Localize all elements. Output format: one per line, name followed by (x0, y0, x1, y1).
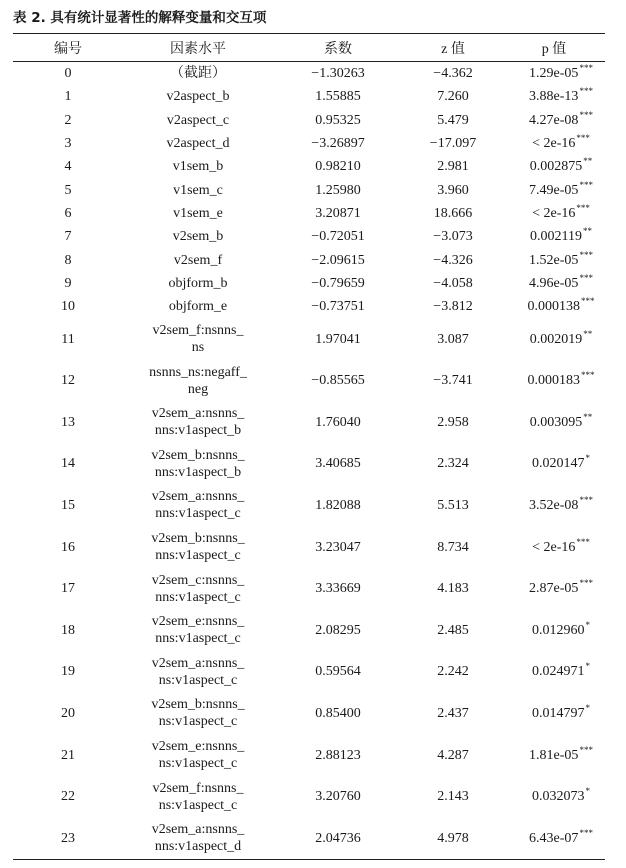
table-row (13, 401, 605, 443)
factor-line: v2sem_a:nsnns_ (151, 489, 245, 505)
p-value: 0.012960 (532, 622, 585, 638)
p-value-wrap (518, 663, 590, 680)
significance-stars: *** (576, 202, 590, 213)
table-row (13, 85, 605, 108)
factor-line: ns (191, 340, 205, 356)
cell-p (503, 443, 605, 485)
p-value: 0.003095 (529, 414, 583, 430)
factor-line: neg (187, 381, 209, 397)
cell-id: 0 (64, 66, 72, 82)
table-row (13, 295, 605, 318)
cell-id: 18 (61, 622, 75, 638)
cell-coef: −2.09615 (311, 252, 365, 268)
header-p: p 值 (503, 34, 605, 62)
p-value-wrap (516, 328, 593, 348)
factor-line: v2sem_f (173, 252, 223, 268)
p-value: 0.002019 (529, 331, 583, 347)
cell-id: 7 (64, 229, 72, 245)
cell-factor (123, 526, 273, 568)
cell-z: 2.324 (437, 456, 469, 472)
significance-stars: *** (579, 109, 593, 120)
factor-line: v1sem_b (172, 159, 224, 175)
p-value-wrap (515, 744, 593, 764)
factor-line: v2sem_a:nsnns_ (151, 655, 245, 671)
significance-stars: *** (579, 249, 593, 260)
cell-p (503, 318, 605, 360)
p-value: 0.024971 (532, 664, 585, 680)
header-row (13, 34, 605, 62)
cell-factor (123, 693, 273, 735)
cell-z: −3.812 (433, 299, 473, 315)
table-row (13, 568, 605, 610)
table-row (13, 443, 605, 485)
table-row (13, 609, 605, 651)
cell-z: 4.287 (437, 747, 469, 763)
p-value: 0.000138 (527, 299, 580, 315)
table-row (13, 817, 605, 859)
p-value-wrap (518, 788, 590, 805)
factor-line: （截距） (170, 66, 226, 82)
cell-factor (123, 401, 273, 443)
cell-factor (123, 132, 273, 155)
cell-factor (123, 155, 273, 178)
p-value-wrap (515, 827, 593, 847)
factor-line: v2sem_f:nsnns_ (152, 323, 244, 339)
p-value-wrap (515, 109, 593, 129)
table-row (13, 225, 605, 248)
cell-coef: 1.82088 (315, 497, 361, 513)
cell-p (503, 693, 605, 735)
significance-stars: * (585, 619, 590, 630)
p-value-wrap (515, 249, 593, 269)
p-value-wrap (518, 202, 590, 222)
cell-factor (123, 568, 273, 610)
cell-id: 8 (64, 252, 72, 268)
cell-p (503, 155, 605, 178)
cell-factor (123, 443, 273, 485)
cell-coef: 2.08295 (315, 622, 361, 638)
cell-z: −17.097 (429, 136, 477, 152)
cell-factor (123, 85, 273, 108)
p-value: 3.52e-08 (529, 497, 579, 513)
factor-line: ns:v1aspect_c (158, 714, 238, 730)
table-row (13, 526, 605, 568)
significance-stars: *** (579, 494, 593, 505)
p-value: < 2e-16 (532, 539, 576, 555)
cell-factor (123, 776, 273, 818)
p-value: 1.52e-05 (529, 252, 579, 268)
cell-factor (123, 651, 273, 693)
cell-coef: 0.95325 (315, 112, 361, 128)
cell-coef: 1.55885 (315, 89, 361, 105)
table-row (13, 178, 605, 201)
p-value-wrap (514, 372, 595, 389)
significance-stars: *** (579, 179, 593, 190)
factor-line: nns:v1aspect_b (154, 464, 242, 480)
cell-p (503, 202, 605, 225)
cell-id: 14 (61, 456, 75, 472)
cell-coef: 3.20871 (315, 205, 361, 221)
factor-line: nns:v1aspect_c (155, 506, 241, 522)
cell-coef: 0.98210 (315, 159, 361, 175)
significance-stars: *** (576, 536, 590, 547)
p-value-wrap (518, 619, 590, 639)
cell-z: 2.958 (437, 414, 469, 430)
cell-id: 19 (61, 664, 75, 680)
cell-factor (123, 485, 273, 527)
cell-id: 11 (61, 331, 75, 347)
cell-coef: −0.73751 (311, 299, 365, 315)
cell-coef: −0.72051 (311, 229, 365, 245)
factor-line: v2sem_e:nsnns_ (151, 739, 245, 754)
cell-factor (123, 272, 273, 295)
p-value: 4.27e-08 (529, 112, 579, 128)
p-value: 0.000183 (527, 373, 580, 389)
cell-p (503, 485, 605, 527)
cell-z: 5.513 (437, 497, 469, 513)
cell-id: 21 (61, 747, 75, 763)
cell-factor (123, 225, 273, 248)
significance-stars: * (585, 702, 590, 713)
factor-line: ns:v1aspect_c (158, 797, 238, 813)
table-row (13, 651, 605, 693)
cell-id: 3 (64, 136, 72, 152)
p-value-wrap (518, 135, 590, 152)
cell-z: 4.183 (437, 581, 469, 597)
factor-line: ns:v1aspect_c (158, 756, 238, 771)
factor-line: v2sem_b:nsnns_ (151, 697, 245, 713)
table-header (13, 34, 605, 62)
cell-id: 22 (61, 789, 75, 805)
cell-factor (123, 178, 273, 201)
p-value: 1.81e-05 (529, 747, 579, 763)
cell-id: 10 (61, 299, 75, 315)
results-table (13, 33, 605, 860)
factor-line: nns:v1aspect_c (155, 631, 241, 647)
cell-z: 2.437 (437, 705, 469, 721)
p-value-wrap (515, 580, 593, 597)
cell-factor (123, 609, 273, 651)
factor-line: nns:v1aspect_c (155, 548, 241, 564)
table-body (13, 62, 605, 860)
cell-z: 3.087 (437, 331, 469, 347)
table-row (13, 109, 605, 132)
factor-line: v2aspect_c (166, 112, 230, 128)
p-value: 3.88e-13 (529, 89, 579, 105)
cell-z: 5.479 (437, 112, 469, 128)
p-value: 1.29e-05 (529, 66, 579, 82)
significance-stars: *** (581, 370, 595, 381)
cell-coef: 1.25980 (315, 182, 361, 198)
factor-line: v2sem_b (172, 229, 224, 245)
factor-line: v2sem_c:nsnns_ (151, 572, 245, 588)
p-value-wrap (515, 179, 593, 199)
significance-stars: *** (579, 744, 593, 755)
cell-z: 8.734 (437, 539, 469, 555)
table-row (13, 62, 605, 86)
cell-p (503, 568, 605, 610)
p-value-wrap (515, 65, 593, 82)
cell-coef: 3.33669 (315, 581, 361, 597)
cell-id: 15 (61, 497, 75, 513)
p-value-wrap (516, 411, 593, 431)
cell-p (503, 132, 605, 155)
table-row (13, 132, 605, 155)
cell-factor (123, 295, 273, 318)
significance-stars: *** (579, 827, 593, 838)
cell-coef: 2.04736 (273, 817, 403, 859)
p-value: < 2e-16 (532, 205, 576, 221)
factor-line: nns:v1aspect_b (154, 423, 242, 439)
factor-line: v2sem_e:nsnns_ (151, 614, 245, 630)
p-value-wrap (518, 702, 590, 722)
cell-factor (123, 202, 273, 225)
factor-line: nsnns_ns:negaff_ (149, 364, 247, 380)
p-value-wrap (518, 536, 590, 556)
cell-factor (123, 248, 273, 271)
cell-coef: −1.30263 (311, 66, 365, 82)
factor-line: nns:v1aspect_d (154, 839, 242, 855)
cell-id: 16 (61, 539, 75, 555)
cell-id: 12 (61, 373, 75, 389)
p-value-wrap (518, 455, 590, 472)
factor-line: v2sem_f:nsnns_ (152, 780, 244, 796)
header-id: 编号 (13, 34, 123, 62)
cell-factor (123, 817, 273, 859)
significance-stars: *** (579, 272, 593, 283)
cell-p (503, 526, 605, 568)
significance-stars: * (585, 661, 590, 672)
p-value: 0.020147 (532, 456, 585, 472)
cell-id: 1 (64, 89, 72, 105)
table-row (13, 693, 605, 735)
cell-p (503, 109, 605, 132)
factor-line: objform_e (168, 299, 228, 315)
cell-coef: −0.85565 (311, 373, 365, 389)
cell-p (503, 401, 605, 443)
factor-line: objform_b (168, 275, 228, 291)
cell-p (503, 248, 605, 271)
cell-p (503, 272, 605, 295)
p-value: 2.87e-05 (529, 581, 579, 597)
header-z: z 值 (403, 34, 503, 62)
table-row (13, 485, 605, 527)
cell-z: −3.741 (433, 373, 473, 389)
cell-id: 23 (13, 817, 123, 859)
cell-coef: −3.26897 (311, 136, 365, 152)
significance-stars: ** (583, 156, 593, 167)
cell-z: −4.058 (433, 275, 473, 291)
significance-stars: *** (579, 86, 593, 97)
cell-coef: 0.85400 (315, 705, 361, 721)
cell-coef: 1.76040 (315, 414, 361, 430)
table-row (13, 155, 605, 178)
cell-id: 20 (61, 705, 75, 721)
cell-p (503, 295, 605, 318)
cell-z: 18.666 (433, 205, 473, 221)
p-value-wrap (514, 298, 595, 315)
significance-stars: *** (579, 578, 593, 589)
cell-p (503, 360, 605, 402)
cell-z: 7.260 (437, 89, 469, 105)
cell-z: 2.981 (437, 159, 469, 175)
p-value-wrap (516, 228, 592, 245)
significance-stars: * (585, 453, 590, 464)
cell-p (503, 609, 605, 651)
factor-line: v2sem_a:nsnns_ (151, 822, 245, 838)
cell-coef: 3.23047 (315, 539, 361, 555)
factor-line: v1sem_e (173, 205, 223, 221)
factor-line: v2aspect_b (166, 89, 230, 105)
cell-z: 2.242 (437, 664, 469, 680)
cell-z: −4.326 (433, 252, 473, 268)
p-value-wrap (515, 272, 593, 292)
factor-line: v2sem_a:nsnns_ (151, 406, 245, 422)
table-row (13, 734, 605, 776)
cell-p (503, 817, 605, 859)
cell-factor (123, 109, 273, 132)
cell-p (503, 225, 605, 248)
cell-id: 9 (64, 275, 72, 291)
cell-z: 2.485 (437, 622, 469, 638)
significance-stars: *** (581, 296, 595, 307)
p-value: 0.014797 (532, 705, 585, 721)
significance-stars: * (585, 786, 590, 797)
p-value: 0.002875 (529, 159, 583, 175)
factor-line: v2sem_b:nsnns_ (151, 447, 245, 463)
p-value: 7.49e-05 (529, 182, 579, 198)
cell-factor (123, 734, 273, 776)
header-coef: 系数 (273, 34, 403, 62)
p-value: < 2e-16 (532, 136, 576, 152)
cell-factor (123, 360, 273, 402)
cell-id: 13 (61, 414, 75, 430)
p-value: 0.002119 (530, 229, 582, 245)
cell-p (503, 178, 605, 201)
cell-z: 2.143 (437, 789, 469, 805)
cell-coef: 3.40685 (315, 456, 361, 472)
cell-id: 2 (64, 112, 72, 128)
cell-coef: −0.79659 (311, 275, 365, 291)
factor-line: v2aspect_d (166, 136, 230, 152)
cell-coef: 3.20760 (315, 789, 361, 805)
p-value-wrap (515, 88, 593, 105)
cell-id: 6 (64, 205, 72, 221)
table-row (13, 248, 605, 271)
cell-coef: 0.59564 (315, 664, 361, 680)
header-factor: 因素水平 (123, 34, 273, 62)
p-value: 4.96e-05 (529, 275, 579, 291)
table-caption: 表 2. 具有统计显著性的解释变量和交互项 (13, 10, 267, 26)
p-value: 6.43e-07 (529, 830, 579, 846)
cell-p (503, 62, 605, 86)
cell-id: 5 (64, 182, 72, 198)
factor-line: nns:v1aspect_c (155, 589, 241, 605)
cell-z: −4.362 (433, 66, 473, 82)
cell-id: 4 (64, 159, 72, 175)
p-value: 0.032073 (532, 789, 585, 805)
cell-p (503, 776, 605, 818)
cell-p (503, 651, 605, 693)
factor-line: v1sem_c (173, 182, 223, 198)
table-row (13, 318, 605, 360)
cell-z: 4.978 (403, 817, 503, 859)
cell-z: −3.073 (433, 229, 473, 245)
cell-coef: 1.97041 (315, 331, 361, 347)
significance-stars: ** (583, 328, 593, 339)
p-value-wrap (515, 494, 593, 514)
cell-p (503, 734, 605, 776)
factor-line: ns:v1aspect_c (158, 672, 238, 688)
cell-coef: 2.88123 (315, 747, 361, 763)
table-row (13, 202, 605, 225)
cell-factor (123, 62, 273, 86)
significance-stars: *** (576, 133, 590, 144)
table-row (13, 776, 605, 818)
cell-id: 17 (61, 581, 75, 597)
significance-stars: *** (579, 63, 593, 74)
table-row (13, 272, 605, 295)
cell-p (503, 85, 605, 108)
cell-z: 3.960 (437, 182, 469, 198)
table-row (13, 360, 605, 402)
factor-line: v2sem_b:nsnns_ (151, 531, 245, 547)
p-value-wrap (516, 158, 593, 175)
significance-stars: ** (583, 411, 593, 422)
cell-factor (123, 318, 273, 360)
significance-stars: ** (582, 226, 592, 237)
